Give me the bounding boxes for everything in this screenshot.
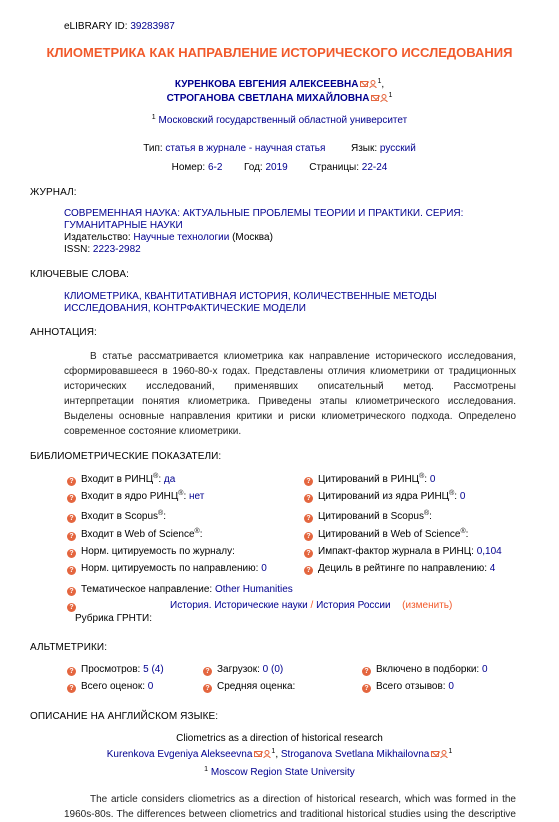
english-author-1[interactable]: Kurenkova Evgeniya Alekseevna (106, 749, 253, 760)
grnti-label: Рубрика ГРНТИ: (75, 613, 152, 624)
altmetric-label: Просмотров: (81, 664, 141, 675)
altmetric-value[interactable]: 0 (448, 681, 454, 692)
journal-heading: ЖУРНАЛ: (30, 187, 77, 198)
abstract-line: В статье рассматривается клиометрика как направление исторического исследования, (90, 351, 516, 362)
altmetric-value[interactable]: 0 (147, 681, 154, 692)
metric-row (304, 546, 502, 558)
metric-sup: ® (178, 490, 184, 497)
altmetrics-heading: АЛЬТМЕТРИКИ: (30, 642, 108, 653)
metric-value[interactable]: нет (189, 491, 205, 502)
elibrary-id-line (64, 21, 175, 32)
abstract-line: интерпретации понятия клиометрика. Приведены этапы клиометрического исследования. (64, 396, 516, 407)
email-icon[interactable] (431, 751, 439, 757)
abstract-text (64, 349, 516, 439)
metric-row (67, 474, 175, 486)
metric-label: Входит в Web of Science (81, 529, 195, 540)
metric-row (304, 529, 468, 541)
help-icon[interactable]: ? (67, 494, 76, 503)
metric-label: Цитирований в Scopus (318, 511, 424, 522)
article-title: КЛИОМЕТРИКА КАК НАПРАВЛЕНИЕ ИСТОРИЧЕСКОГО ИССЛЕДОВАНИЯ (46, 45, 513, 60)
altmetric-item (203, 681, 295, 693)
abstract-line: современное состояние клиометрики. (64, 426, 242, 437)
metric-row (304, 474, 435, 486)
english-affiliation (0, 767, 559, 778)
metric-suffix: : (163, 511, 166, 522)
altmetric-label: Всего отзывов: (376, 681, 446, 692)
grnti-link-1[interactable]: История. Исторические науки (170, 600, 308, 611)
help-icon[interactable]: ? (203, 684, 212, 693)
publisher-city: (Москва) (232, 232, 273, 243)
english-abstract-line: 1960s-80s. The differences between cliometrics and traditional historical studies using the descriptive (64, 809, 516, 820)
metric-sup: ® (419, 473, 425, 480)
metric-row (304, 491, 465, 503)
affiliation-link[interactable]: Московский государственный областной университет (158, 115, 408, 126)
help-icon[interactable]: ? (304, 514, 313, 523)
email-icon[interactable] (371, 95, 379, 101)
type-language-line (0, 143, 559, 154)
year-link[interactable]: 2019 (265, 162, 288, 173)
altmetric-value[interactable]: 0 (0) (262, 664, 284, 675)
pages-value: 22-24 (361, 162, 388, 173)
metric-suffix: : (183, 491, 187, 502)
metric-sup: ® (194, 528, 200, 535)
issn-value: 2223-2982 (92, 244, 141, 255)
keywords-line1[interactable]: КЛИОМЕТРИКА, КВАНТИТАТИВНАЯ ИСТОРИЯ, КОЛИЧЕСТВЕННЫЕ МЕТОДЫ (64, 291, 437, 302)
bibliometrics-heading: БИБЛИОМЕТРИЧЕСКИЕ ПОКАЗАТЕЛИ: (30, 451, 222, 462)
help-icon[interactable]: ? (67, 603, 76, 612)
metric-row (304, 563, 495, 575)
metric-value[interactable]: 4 (489, 563, 496, 574)
grnti-row (67, 600, 81, 612)
abstract-line: исторических исследований, применявших описательный метод. Рассмотрены (64, 381, 516, 392)
metric-label: Цитирований из ядра РИНЦ (318, 491, 450, 502)
altmetric-value[interactable]: 0 (481, 664, 488, 675)
altmetric-label: Загрузок: (217, 664, 260, 675)
abstract-heading: АННОТАЦИЯ: (30, 327, 97, 338)
metric-label: Цитирований в РИНЦ (318, 474, 420, 485)
metric-label: Входит в РИНЦ (81, 474, 154, 485)
english-abstract-line: The article considers cliometrics as a direction of historical research, which was formed in the (90, 794, 516, 805)
metric-row (67, 491, 204, 503)
pages-label: Страницы: (309, 162, 360, 173)
help-icon[interactable]: ? (67, 477, 76, 486)
metric-value[interactable]: да (163, 474, 176, 485)
help-icon[interactable]: ? (67, 532, 76, 541)
english-author-1-affil: 1 (271, 748, 276, 755)
year-label: Год: (243, 162, 263, 173)
issue-year-pages-line (0, 162, 559, 173)
author-1-affil: 1 (377, 78, 382, 85)
metric-row (67, 529, 202, 541)
journal-block (64, 208, 463, 256)
author-separator: , (381, 79, 385, 90)
metric-suffix: : (465, 529, 469, 540)
metric-row (67, 563, 267, 575)
help-icon[interactable]: ? (67, 514, 76, 523)
help-icon[interactable]: ? (67, 587, 76, 596)
help-icon[interactable]: ? (304, 532, 313, 541)
altmetric-value[interactable]: 5 (4) (143, 664, 164, 675)
metric-row (67, 546, 235, 558)
thematic-row (67, 584, 293, 596)
metric-row (67, 511, 166, 523)
metric-sup: ® (460, 528, 466, 535)
help-icon[interactable]: ? (67, 566, 76, 575)
affiliation-num: 1 (151, 114, 156, 121)
metric-label: Норм. цитируемость по направлению: (81, 563, 259, 574)
metric-value[interactable]: 0 (429, 474, 436, 485)
metric-value[interactable]: 0,104 (476, 546, 502, 557)
help-icon[interactable]: ? (304, 549, 313, 558)
metric-sup: ® (153, 473, 159, 480)
altmetric-item (362, 681, 454, 693)
abstract-line: сформировавшееся в 1960-80-х годах. Представлены отличия клиометрики от традиционных (64, 366, 516, 377)
altmetric-label: Включено в подборки: (376, 664, 480, 675)
lang-value: русский (379, 143, 416, 154)
type-label: Тип: (143, 143, 163, 154)
email-icon[interactable] (254, 751, 262, 757)
author-1-link[interactable]: КУРЕНКОВА ЕВГЕНИЯ АЛЕКСЕЕВНА (174, 79, 359, 90)
issue-link[interactable]: 6-2 (207, 162, 223, 173)
journal-name-line1[interactable]: СОВРЕМЕННАЯ НАУКА: АКТУАЛЬНЫЕ ПРОБЛЕМЫ ТЕОРИИ И ПРАКТИКИ. СЕРИЯ: (64, 208, 464, 219)
grnti-link-2[interactable]: История России (316, 600, 391, 611)
metric-suffix: : (429, 511, 432, 522)
english-authors: Kurenkova Evgeniya Alekseevna $^1$, Stroganova Svetlana Mikhailovna $^1$ (106, 748, 453, 760)
help-icon[interactable]: ? (67, 684, 76, 693)
help-icon[interactable]: ? (304, 566, 313, 575)
author-2-affil: 1 (388, 92, 393, 99)
metric-label: Входит в ядро РИНЦ (81, 491, 179, 502)
metric-value[interactable]: 0 (261, 563, 267, 574)
keywords-heading: КЛЮЧЕВЫЕ СЛОВА: (30, 269, 129, 280)
thematic-label: Тематическое направление: (81, 584, 213, 595)
help-icon[interactable]: ? (304, 494, 313, 503)
help-icon[interactable]: ? (67, 549, 76, 558)
lang-label: Язык: (350, 143, 378, 154)
metric-suffix: : (454, 491, 458, 502)
metric-label: Импакт-фактор журнала в РИНЦ: (318, 546, 474, 557)
english-author-2-affil: 1 (448, 748, 453, 755)
help-icon[interactable]: ? (362, 667, 371, 676)
type-value: статья в журнале - научная статья (165, 143, 326, 154)
metric-row (304, 511, 432, 523)
email-icon[interactable] (360, 81, 368, 87)
publisher-link[interactable]: Научные технологии (133, 232, 230, 243)
english-title: Cliometrics as a direction of historical research (176, 733, 383, 744)
metric-label: Норм. цитируемость по журналу: (81, 546, 235, 557)
metric-suffix: : (199, 529, 203, 540)
altmetric-label: Средняя оценка: (217, 681, 296, 692)
english-affil-num: 1 (204, 766, 209, 773)
altmetric-item (362, 664, 488, 676)
metric-value[interactable]: 0 (459, 491, 466, 502)
grnti-change-link[interactable]: (изменить) (402, 600, 453, 611)
author-line-1 (0, 79, 559, 90)
elibrary-id-link[interactable]: 39283987 (130, 21, 175, 32)
english-heading: ОПИСАНИЕ НА АНГЛИЙСКОМ ЯЗЫКЕ: (30, 711, 219, 722)
issue-label: Номер: (171, 162, 206, 173)
metric-sup: ® (158, 510, 164, 517)
help-icon[interactable]: ? (203, 667, 212, 676)
author-2-link[interactable]: СТРОГАНОВА СВЕТЛАНА МИХАЙЛОВНА (166, 93, 370, 104)
publisher-label: Издательство: (64, 232, 131, 243)
metric-suffix: : (158, 474, 162, 485)
journal-name-line2[interactable]: ГУМАНИТАРНЫЕ НАУКИ (64, 220, 183, 231)
altmetric-label: Всего оценок: (81, 681, 145, 692)
metric-label: Дециль в рейтинге по направлению: (318, 563, 487, 574)
issn-label: ISSN: (64, 244, 91, 255)
metric-label: Входит в Scopus (81, 511, 159, 522)
metric-sup: ® (423, 510, 430, 517)
help-icon[interactable]: ? (67, 667, 76, 676)
help-icon[interactable]: ? (362, 684, 371, 693)
english-abstract (64, 792, 516, 822)
thematic-link[interactable]: Other Humanities (214, 584, 293, 595)
altmetric-item (67, 664, 164, 676)
metric-label: Цитирований в Web of Science (318, 529, 461, 540)
grnti-separator: / (310, 600, 314, 611)
affiliation-line (0, 115, 559, 126)
metric-suffix: : (424, 474, 428, 485)
abstract-line: Выделены основные направления критики и риски клиометрического подхода. Определено (64, 411, 516, 422)
grnti-values (170, 600, 452, 611)
english-affil-link[interactable]: Moscow Region State University (210, 767, 355, 778)
keywords-block (64, 291, 437, 315)
metric-sup: ® (449, 490, 455, 497)
author-line-2 (0, 93, 559, 104)
elibrary-id-label: eLIBRARY ID: (64, 21, 128, 32)
keywords-line2[interactable]: ИССЛЕДОВАНИЯ, КОНТРФАКТИЧЕСКИЕ МОДЕЛИ (64, 303, 306, 314)
altmetric-item (203, 664, 283, 676)
english-author-2[interactable]: Stroganova Svetlana Mikhailovna (280, 749, 430, 760)
altmetric-item (67, 681, 153, 693)
help-icon[interactable]: ? (304, 477, 313, 486)
